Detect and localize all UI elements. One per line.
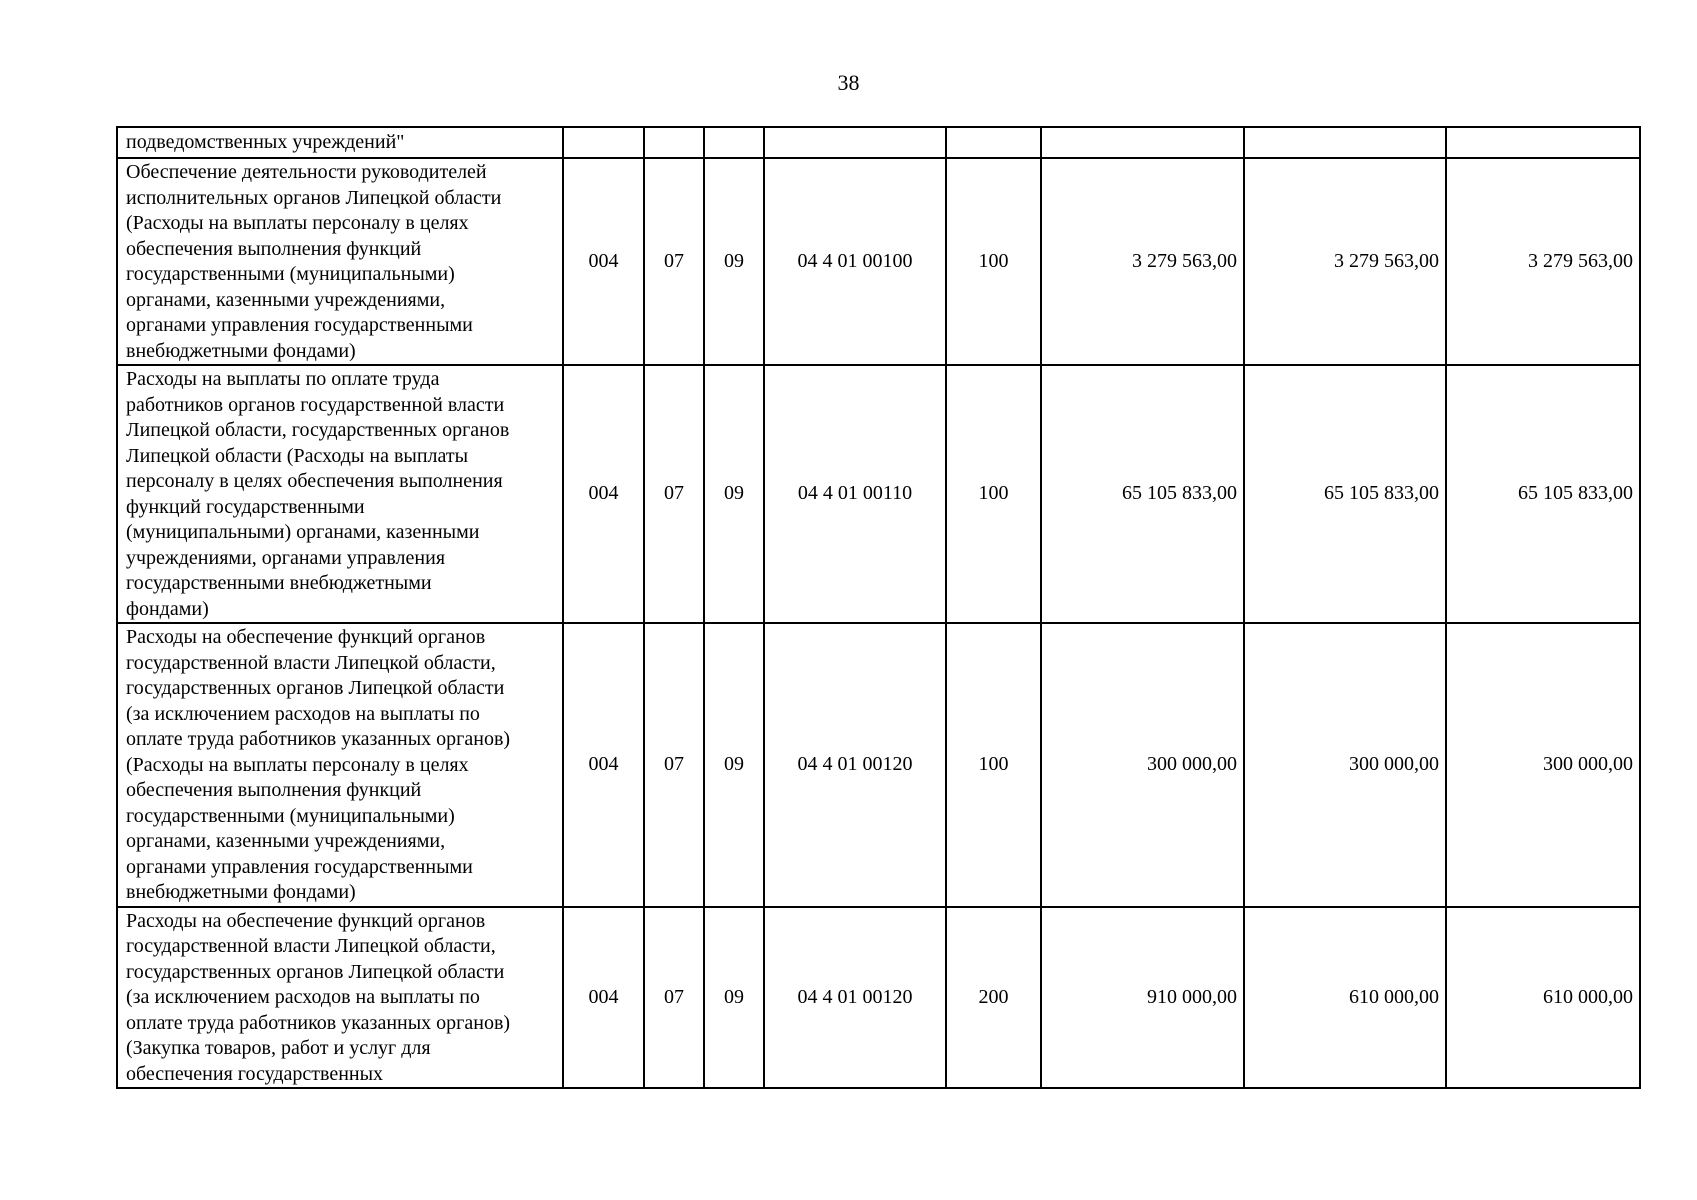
subsection-code-cell: 09 — [704, 365, 764, 623]
row-name-cell: Расходы на обеспечение функций органов государственной власти Липецкой области, государственных органов Липецкой области (за исключением расходов на выплаты по оплате труда работников указанных органов) (Закупка товаров, работ и услуг для обеспечения государственных — [117, 907, 563, 1089]
amount-2-cell: 610 000,00 — [1244, 907, 1446, 1089]
table-body — [117, 127, 1640, 1088]
table-row — [117, 907, 1640, 1089]
subsection-code-cell: 09 — [704, 158, 764, 365]
subsection-code-cell — [704, 127, 764, 158]
amount-3-cell — [1446, 127, 1640, 158]
ministry-code-cell: 004 — [563, 365, 644, 623]
target-item-cell: 04 4 01 00110 — [764, 365, 946, 623]
amount-2-cell: 65 105 833,00 — [1244, 365, 1446, 623]
ministry-code-cell: 004 — [563, 158, 644, 365]
target-item-cell — [764, 127, 946, 158]
amount-3-cell: 3 279 563,00 — [1446, 158, 1640, 365]
target-item-cell: 04 4 01 00120 — [764, 907, 946, 1089]
row-name-cell: Расходы на обеспечение функций органов государственной власти Липецкой области, государственных органов Липецкой области (за исключением расходов на выплаты по оплате труда работников указанных органов) (Расходы на выплаты персоналу в целях обеспечения выполнения функций государственными (муниципальными) органами, казенными учреждениями, органами управления государственными внебюджетными фондами) — [117, 623, 563, 907]
section-code-cell: 07 — [644, 365, 704, 623]
expense-type-cell — [946, 127, 1041, 158]
section-code-cell: 07 — [644, 907, 704, 1089]
amount-3-cell: 610 000,00 — [1446, 907, 1640, 1089]
table-row — [117, 623, 1640, 907]
amount-1-cell: 910 000,00 — [1041, 907, 1244, 1089]
expense-type-cell: 100 — [946, 158, 1041, 365]
section-code-cell — [644, 127, 704, 158]
ministry-code-cell: 004 — [563, 623, 644, 907]
amount-2-cell: 300 000,00 — [1244, 623, 1446, 907]
amount-1-cell — [1041, 127, 1244, 158]
table-row — [117, 158, 1640, 365]
amount-3-cell: 300 000,00 — [1446, 623, 1640, 907]
target-item-cell: 04 4 01 00100 — [764, 158, 946, 365]
budget-table — [116, 126, 1641, 1089]
table-row — [117, 127, 1640, 158]
expense-type-cell: 100 — [946, 623, 1041, 907]
amount-2-cell: 3 279 563,00 — [1244, 158, 1446, 365]
ministry-code-cell — [563, 127, 644, 158]
amount-1-cell: 300 000,00 — [1041, 623, 1244, 907]
expense-type-cell: 100 — [946, 365, 1041, 623]
subsection-code-cell: 09 — [704, 623, 764, 907]
subsection-code-cell: 09 — [704, 907, 764, 1089]
page-number: 38 — [837, 70, 860, 95]
amount-1-cell: 3 279 563,00 — [1041, 158, 1244, 365]
amount-2-cell — [1244, 127, 1446, 158]
row-name-cell: Обеспечение деятельности руководителей исполнительных органов Липецкой области (Расходы на выплаты персоналу в целях обеспечения выполнения функций государственными (муниципальными) органами, казенными учреждениями, органами управления государственными внебюджетными фондами) — [117, 158, 563, 365]
amount-1-cell: 65 105 833,00 — [1041, 365, 1244, 623]
section-code-cell: 07 — [644, 623, 704, 907]
row-name-cell: подведомственных учреждений" — [117, 127, 563, 158]
row-name-cell: Расходы на выплаты по оплате труда работников органов государственной власти Липецкой области, государственных органов Липецкой области (Расходы на выплаты персоналу в целях обеспечения выполнения функций государственными (муниципальными) органами, казенными учреждениями, органами управления государственными внебюджетными фондами) — [117, 365, 563, 623]
ministry-code-cell: 004 — [563, 907, 644, 1089]
target-item-cell: 04 4 01 00120 — [764, 623, 946, 907]
table-row — [117, 365, 1640, 623]
amount-3-cell: 65 105 833,00 — [1446, 365, 1640, 623]
section-code-cell: 07 — [644, 158, 704, 365]
expense-type-cell: 200 — [946, 907, 1041, 1089]
